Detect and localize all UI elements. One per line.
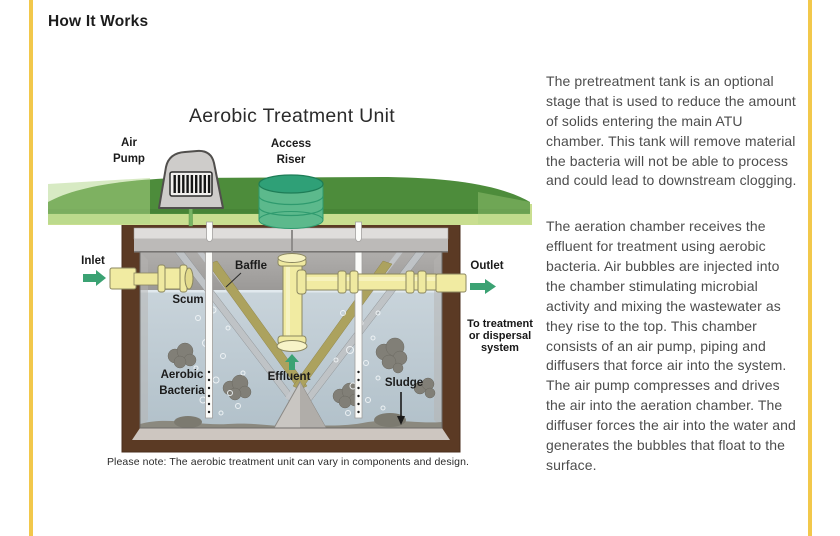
air-pump-label: Air (121, 137, 137, 149)
to-treatment-label: or dispersal (468, 330, 532, 342)
air-pump-label: Pump (113, 153, 145, 165)
gold-border-left (29, 0, 33, 536)
aerobic-bacteria-label: Aerobic (160, 369, 204, 381)
scum-label: Scum (172, 294, 204, 306)
diagram-title: Aerobic Treatment Unit (188, 105, 396, 127)
pretreatment-paragraph: The pretreatment tank is an optional stage that is used to reduce the amount of solids entering the main ATU chamber. This tank will remove material the bacteria will not be able to process and could lead to downstream clogging. (546, 73, 797, 189)
inlet-label: Inlet (81, 255, 105, 267)
description-column (546, 72, 802, 502)
aerobic-bacteria-label: Bacteria (159, 385, 205, 397)
access-riser-label: Riser (276, 154, 306, 166)
diagram-note: Please note: The aerobic treatment unit can vary in components and design. (106, 456, 470, 468)
sludge-label: Sludge (384, 377, 424, 389)
outlet-pipe (297, 270, 466, 294)
atu-tank (110, 222, 466, 452)
access-riser-label: Access (270, 138, 312, 150)
port-drip-left (207, 222, 213, 242)
page-title: How It Works (48, 13, 149, 30)
effluent-label: Effluent (267, 371, 311, 383)
inlet-arrow (83, 270, 106, 286)
baffle-label: Baffle (235, 260, 267, 272)
atu-diagram (38, 88, 538, 480)
tank-floor (132, 428, 450, 440)
access-riser (259, 175, 323, 229)
air-pump (159, 151, 223, 208)
diffuser-pipe-left (206, 252, 213, 418)
outlet-arrow (470, 279, 496, 294)
aeration-paragraph: The aeration chamber receives the effluent for treatment using aerobic bacteria. Air bubbles are injected into the chamber stimulating microbial activity and mixing the wastewater as they rise to the top. This chamber consists of an air pump, piping and diffusers that force air into the system. The air pump compresses and drives the air into the aeration chamber. The diffuser forces the air into the water and generates the bubbles that float to the surface. (546, 218, 796, 473)
gold-border-right (808, 0, 812, 536)
outlet-label: Outlet (470, 260, 504, 272)
to-treatment-label: system (481, 342, 519, 354)
to-treatment-label: To treatment (467, 318, 533, 330)
port-drip-right (356, 222, 362, 242)
atu-diagram-svg (38, 88, 538, 480)
